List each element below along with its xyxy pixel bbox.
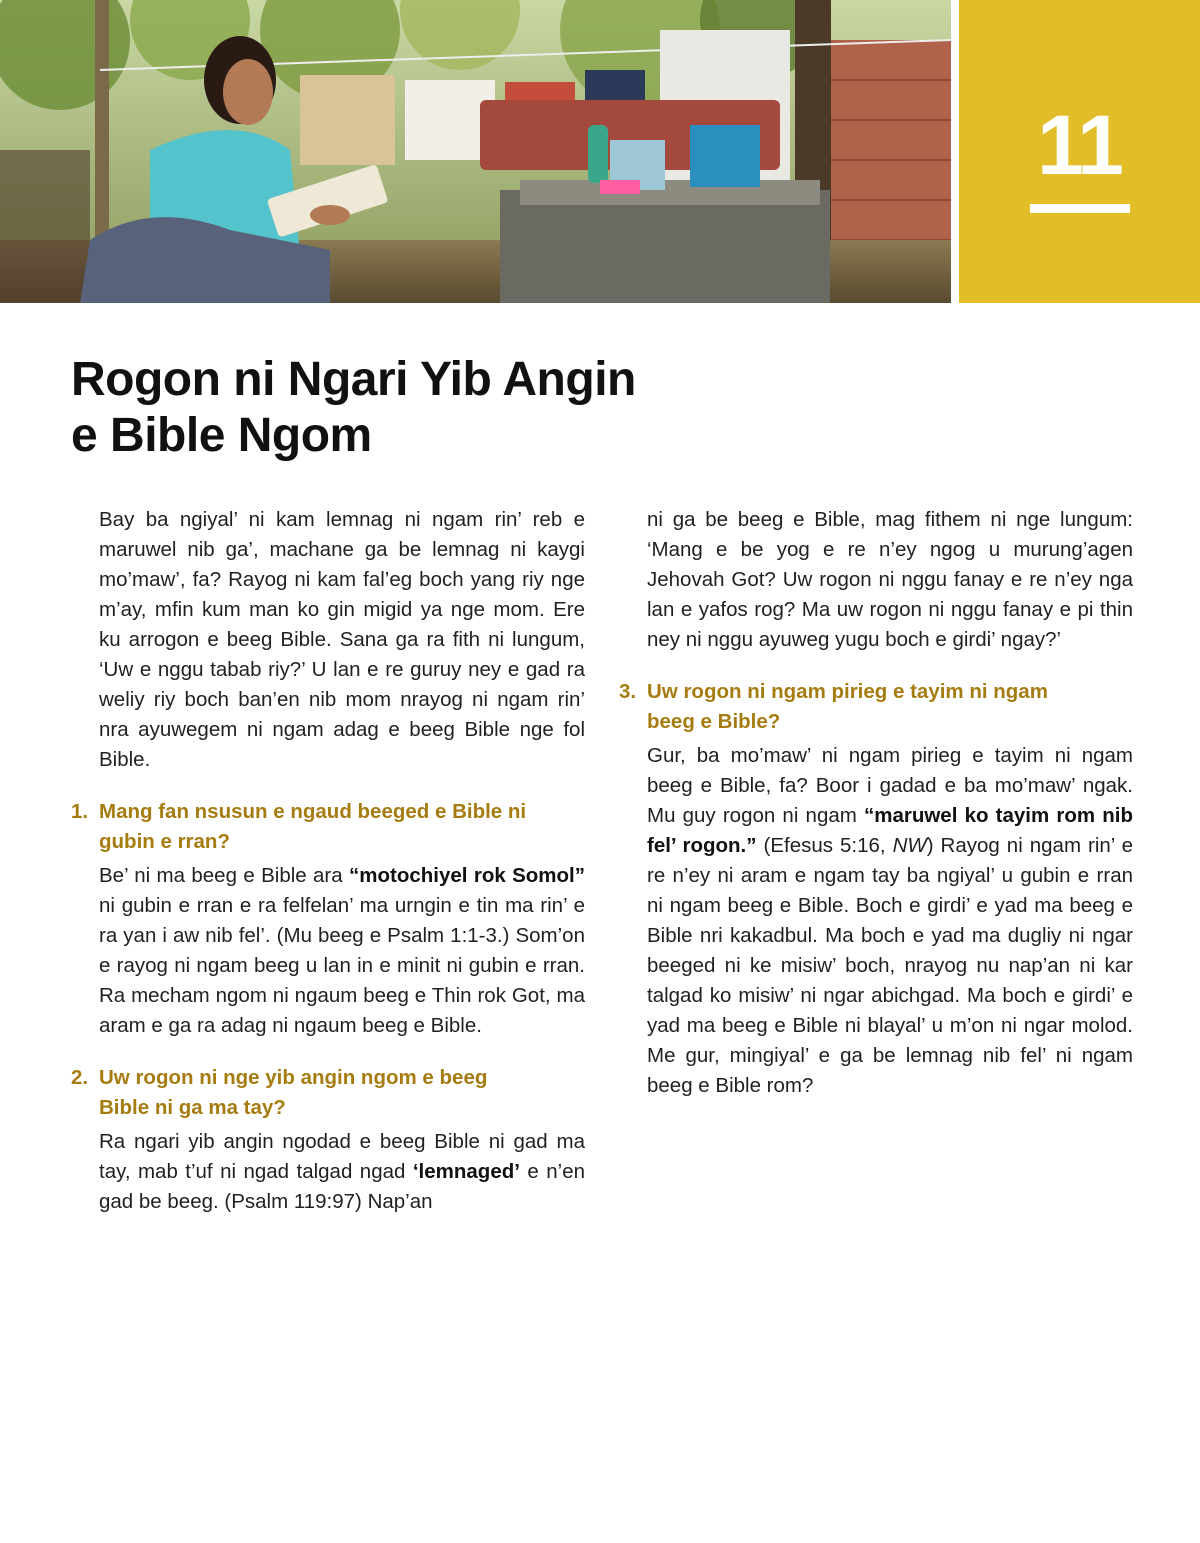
answer-2-quote: ‘lemnaged’: [412, 1160, 520, 1183]
answer-1-paragraph: Be’ ni ma beeg e Bible ara “motochiyel rok Somol” ni gubin e rran e ra felfelan’ ma urngin e tin ma rin’ e ra yan i aw nib fel’. (Mu beeg e Psalm 1:1-3.) Som’on e rayog ni ngam beeg u lan in e minit ni gubin e rran. Ra mecham ngom ni ngaum beeg e Thin rok Got, ma aram e ga ra adag ni ngaum beeg e Bible.: [99, 864, 586, 1037]
lesson-number: 11: [1037, 98, 1122, 192]
hero-photo: [0, 0, 951, 303]
intro-paragraph: Bay ba ngiyal’ ni kam lemnag ni ngam rin’ reb e maruwel nib ga’, machane ga be lemnag ni kaygi mo’maw’, fa? Rayog ni kam fal’eg boch yang riy nge m’ay, mfin kum man ko gin migid ya nge mom. Ere ku arrogon e beeg Bible. Sana ga ra fith ni lungum, ‘Uw e nggu tabab riy?’ U lan e re guruy ney e gad ra weliy riy boch ban’en nib mom nrayog ni ngam rin’ nra ayuwegem ni ngam adag e beeg Bible nge fol Bible.: [99, 508, 585, 771]
question-3: [619, 677, 1133, 737]
question-2-number: 2.: [71, 1066, 89, 1089]
page-title-line2: e Bible Ngom: [71, 409, 372, 462]
answer-2-continued-paragraph: ni ga be beeg e Bible, mag fithem ni nge lungum: ‘Mang e be yog e re n’ey ngog u murung’agen Jehovah Got? Uw rogon ni nggu fanay e re n’ey nga lan e yafos rog? Ma uw rogon ni nggu fanay e pi thin ney ni nggu ayuweg yugu boch e girdi’ ngay?’: [647, 508, 1133, 651]
question-1-number: 1.: [71, 800, 89, 823]
question-1-text: Mang fan nsusun e ngaud beeged e Bible ni gubin e rran?: [99, 800, 527, 853]
left-column: [71, 505, 585, 1217]
lesson-number-underline: [1030, 204, 1130, 213]
answer-1-quote: “motochiyel rok Somol”: [349, 864, 586, 887]
page-title: [71, 352, 791, 464]
page-title-line1: Rogon ni Ngari Yib Angin: [71, 353, 636, 406]
question-3-text: Uw rogon ni ngam pirieg e tayim ni ngam beeg e Bible?: [647, 680, 1048, 733]
question-1: [71, 797, 585, 857]
woman-reading-bible-illustration: [0, 0, 951, 303]
question-2-text: Uw rogon ni nge yib angin ngom e beeg Bible ni ga ma tay?: [99, 1066, 488, 1119]
answer-3-paragraph: Gur, ba mo’maw’ ni ngam pirieg e tayim ni ngam beeg e Bible, fa? Boor i gadad e ba mo’maw’ ngak. Mu guy rogon ni ngam “maruwel ko tayim rom nib fel’ rogon.” (Efesus 5:16, NW) Rayog ni ngam rin’ e re n’ey ni aram e ngam tay ba ngiyal’ u gubin e rran ni ngam beeg e Bible. Boch e girdi’ e yad ma beeg e Bible nri kakadbul. Ma boch e yad ma dugliy ni ngar beeged ni ke misiw’ boch, nrayog nu nap’an ni kar talgad ko misiw’ ni ngar abichgad. Ma boch e girdi’ e yad ma beeg e Bible ni blayal’ u m’on ni ngar molod. Me gur, mingiyal’ e ga be lemnag nib fel’ ni ngam beeg e Bible rom?: [647, 744, 1133, 1097]
right-column: [619, 505, 1133, 1101]
question-2: [71, 1063, 585, 1123]
answer-3-quote: “maruwel ko tayim rom nib fel’ rogon.”: [647, 804, 1133, 857]
answer-2-paragraph: Ra ngari yib angin ngodad e beeg Bible ni gad ma tay, mab t’uf ni ngad talgad ngad ‘lemnaged’ e n’en gad be beeg. (Psalm 119:97) Nap’an: [99, 1130, 585, 1213]
question-3-number: 3.: [619, 680, 637, 703]
lesson-number-tab: [959, 0, 1200, 303]
